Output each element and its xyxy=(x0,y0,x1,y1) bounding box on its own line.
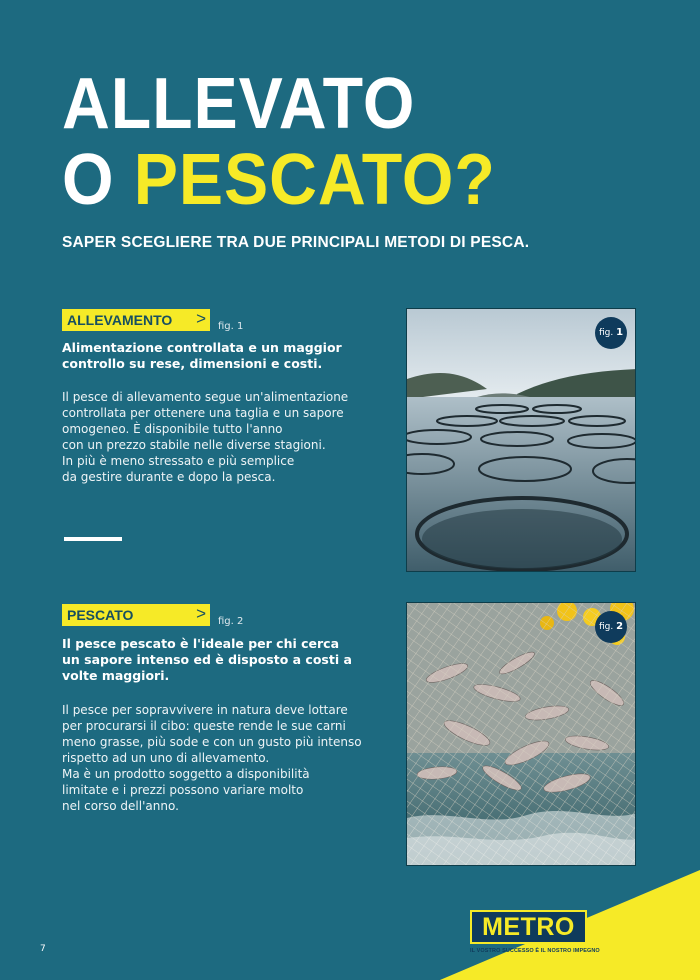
fig-1-label: fig. 1 xyxy=(218,321,244,332)
allevamento-body-line: omogeneo. È disponibile tutto l'anno xyxy=(62,422,283,436)
title-word-o: O xyxy=(62,140,115,220)
pescato-body-line: nel corso dell'anno. xyxy=(62,799,179,813)
pescato-body-line: per procurarsi il cibo: queste rende le sue carni xyxy=(62,719,346,733)
fishing-net-illustration xyxy=(407,603,636,866)
allevamento-lead: Alimentazione controllata e un maggior controllo su rese, dimensioni e costi. xyxy=(62,340,342,371)
allevamento-body xyxy=(62,389,362,485)
pescato-body-line: Il pesce per sopravvivere in natura deve lottare xyxy=(62,703,348,717)
pescato-body-line: Ma è un prodotto soggetto a disponibilità xyxy=(62,767,310,781)
fig-2-label: fig. 2 xyxy=(218,616,244,627)
metro-logo: METRO xyxy=(470,910,587,944)
chevron-right-icon: > xyxy=(196,604,206,623)
tag-pescato-label: PESCATO xyxy=(67,607,134,623)
title-word-pescato: PESCATO? xyxy=(133,140,496,220)
fig-1-badge xyxy=(595,317,627,349)
pescato-body-line: limitate e i prezzi possono variare molto xyxy=(62,783,304,797)
fishing-net-photo xyxy=(406,602,636,866)
fish-farm-photo xyxy=(406,308,636,572)
page-title xyxy=(62,66,496,218)
allevamento-body-line: controllata per ottenere una taglia e un sapore xyxy=(62,406,344,420)
page-number: 7 xyxy=(40,944,46,954)
pescato-body xyxy=(62,702,362,814)
tag-pescato xyxy=(62,604,210,626)
tag-allevamento-label: ALLEVAMENTO xyxy=(67,312,173,328)
fig-2-badge xyxy=(595,611,627,643)
fig-badge-number: 2 xyxy=(616,621,624,632)
allevamento-body-line: In più è meno stressato e più semplice xyxy=(62,454,295,468)
title-line-2 xyxy=(62,142,496,218)
brand-slogan: IL VOSTRO SUCCESSO È IL NOSTRO IMPEGNO xyxy=(470,948,600,954)
fig-badge-number: 1 xyxy=(616,327,624,338)
allevamento-body-line: con un prezzo stabile nelle diverse stagioni. xyxy=(62,438,326,452)
pescato-body-line: meno grasse, più sode e con un gusto più intenso xyxy=(62,735,362,749)
page-subtitle: SAPER SCEGLIERE TRA DUE PRINCIPALI METODI DI PESCA. xyxy=(62,234,530,251)
title-line-1: ALLEVATO xyxy=(62,64,416,144)
section-divider xyxy=(64,537,122,541)
tag-allevamento xyxy=(62,309,210,331)
chevron-right-icon: > xyxy=(196,309,206,328)
pescato-body-line: rispetto ad un uno di allevamento. xyxy=(62,751,270,765)
fig-badge-prefix: fig. xyxy=(598,622,614,632)
fish-farm-illustration xyxy=(407,309,636,572)
allevamento-body-line: Il pesce di allevamento segue un'alimentazione xyxy=(62,390,349,404)
fig-badge-prefix: fig. xyxy=(598,328,614,338)
allevamento-body-line: da gestire durante e dopo la pesca. xyxy=(62,470,276,484)
pescato-lead: Il pesce pescato è l'ideale per chi cerca un sapore intenso ed è disposto a costi a volte maggiori. xyxy=(62,636,352,683)
